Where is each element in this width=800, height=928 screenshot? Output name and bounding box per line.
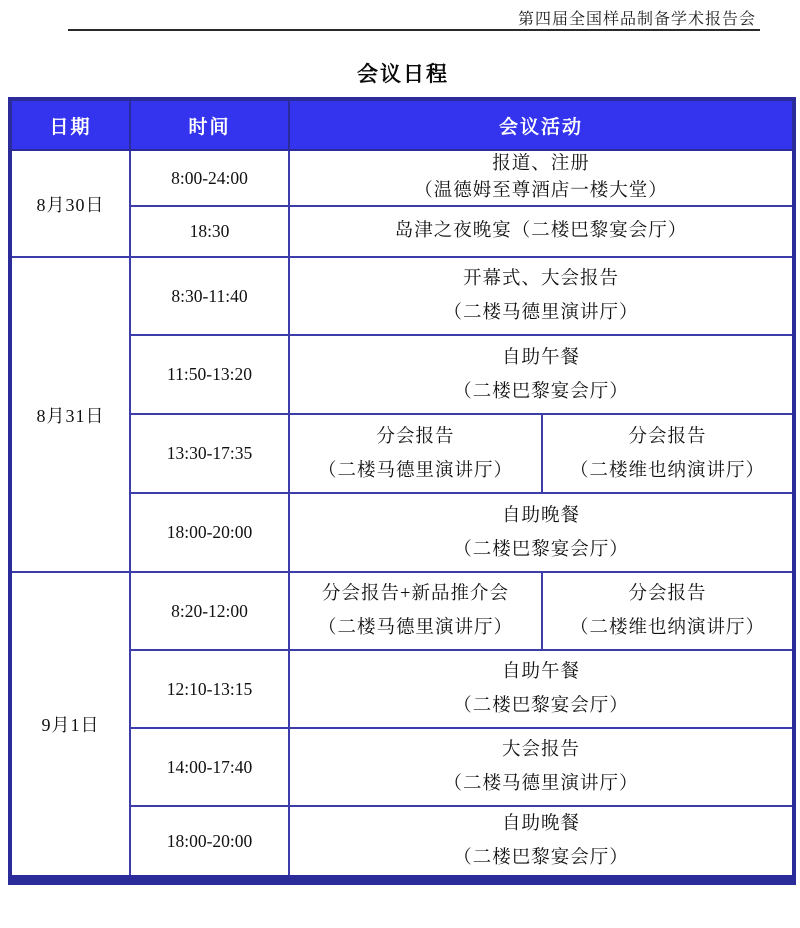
column-header-date: 日期 — [10, 99, 130, 150]
activity-cell — [289, 206, 794, 257]
activity-location: （二楼巴黎宴会厅） — [453, 696, 629, 716]
time-cell: 8:00-24:00 — [130, 150, 289, 206]
activity-location: （二楼马德里演讲厅） — [317, 618, 513, 638]
activity-cell — [289, 728, 794, 806]
activity-name: 分会报告+新品推介会 — [322, 584, 509, 604]
date-cell: 8月30日 — [10, 150, 130, 257]
activity-location: （二楼维也纳演讲厅） — [570, 460, 766, 481]
header-rule — [68, 29, 760, 31]
time-cell: 12:10-13:15 — [130, 650, 289, 728]
time-cell: 18:00-20:00 — [130, 806, 289, 880]
date-cell: 8月31日 — [10, 257, 130, 572]
time-cell: 8:20-12:00 — [130, 572, 289, 650]
activity-cell — [289, 650, 794, 728]
activity-name: 自助午餐 — [502, 662, 581, 682]
activity-name: 岛津之夜晚宴（二楼巴黎宴会厅） — [394, 221, 688, 241]
activity-name: 分会报告 — [628, 584, 707, 604]
activity-location: （温德姆至尊酒店一楼大堂） — [414, 181, 668, 201]
time-cell: 14:00-17:40 — [130, 728, 289, 806]
activity-location: （二楼巴黎宴会厅） — [453, 381, 629, 402]
time-cell: 13:30-17:35 — [130, 414, 289, 493]
activity-cell — [289, 257, 794, 335]
date-cell: 9月1日 — [10, 572, 130, 880]
conference-name: 第四届全国样品制备学术报告会 — [517, 11, 756, 28]
activity-cell — [542, 572, 794, 650]
table-row — [10, 257, 794, 335]
activity-location: （二楼马德里演讲厅） — [317, 460, 513, 481]
activity-name: 自助晚餐 — [502, 505, 581, 526]
time-cell: 18:00-20:00 — [130, 493, 289, 572]
activity-cell — [542, 414, 794, 493]
activity-location: （二楼马德里演讲厅） — [443, 303, 639, 323]
schedule-table — [8, 97, 796, 885]
activity-name: 开幕式、大会报告 — [463, 269, 620, 289]
activity-cell — [289, 806, 794, 880]
activity-cell — [289, 335, 794, 414]
activity-name: 报道、注册 — [492, 154, 590, 174]
time-cell: 18:30 — [130, 206, 289, 257]
time-cell: 8:30-11:40 — [130, 257, 289, 335]
schedule-table-container — [8, 97, 796, 885]
activity-location: （二楼巴黎宴会厅） — [453, 539, 629, 560]
activity-name: 大会报告 — [502, 740, 581, 760]
table-header-row — [10, 99, 794, 150]
column-header-time: 时间 — [130, 99, 289, 150]
column-header-activity: 会议活动 — [289, 99, 794, 150]
page-title: 会议日程 — [357, 63, 449, 86]
activity-location: （二楼巴黎宴会厅） — [453, 848, 629, 868]
activity-name: 自助晚餐 — [502, 814, 581, 834]
table-row — [10, 150, 794, 206]
activity-location: （二楼维也纳演讲厅） — [570, 618, 766, 638]
time-cell: 11:50-13:20 — [130, 335, 289, 414]
activity-cell — [289, 493, 794, 572]
activity-location: （二楼马德里演讲厅） — [443, 774, 639, 794]
activity-cell — [289, 572, 542, 650]
activity-name: 分会报告 — [376, 426, 455, 447]
activity-cell — [289, 150, 794, 206]
activity-name: 自助午餐 — [502, 347, 581, 368]
table-row — [10, 572, 794, 650]
activity-name: 分会报告 — [628, 426, 707, 447]
activity-cell — [289, 414, 542, 493]
